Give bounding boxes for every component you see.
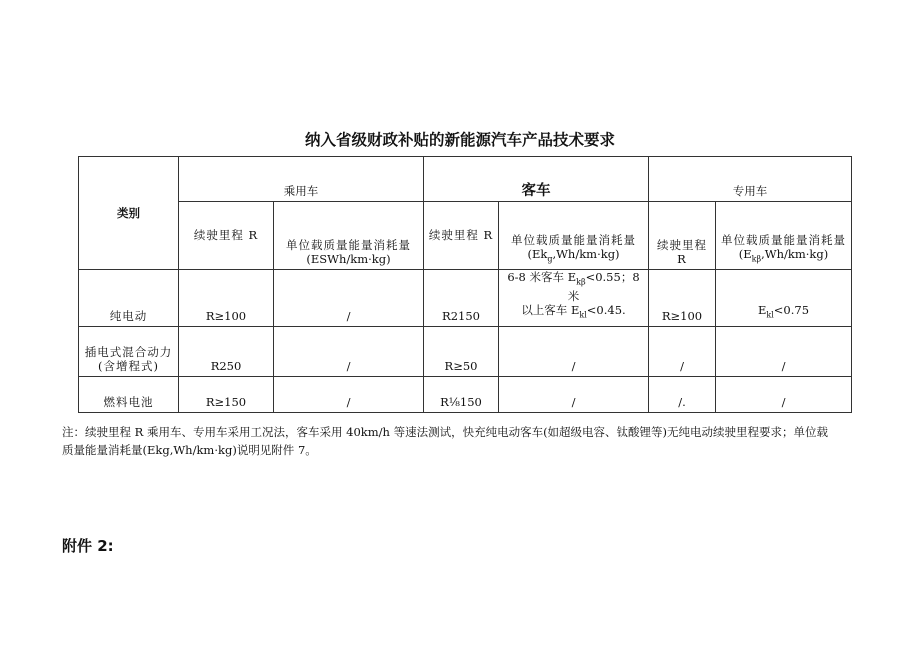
subheader-unit: (ESWh/km·kg)	[306, 252, 391, 266]
cell-subscript: kβ	[576, 277, 586, 287]
passenger-energy-cell: /	[274, 270, 424, 327]
subheader-text: 单位载质量能量消耗量	[721, 232, 846, 247]
footnote-line: 注：续驶里程 R 乘用车、专用车采用工况法，客车采用 40km/h 等速法测试，快充纯电动客车(如超级电容、钛酸锂等)无纯电动续驶里程要求；单位载	[62, 425, 829, 439]
cell-text: <0.55；8 米	[567, 270, 640, 304]
special-range-cell: /.	[649, 376, 716, 412]
passenger-range-cell: R≥150	[179, 376, 274, 412]
cell-line	[501, 303, 646, 322]
subheader-unit	[718, 247, 849, 266]
group-header-bus: 客车	[424, 157, 649, 202]
unit-part: (Ek	[527, 246, 548, 261]
row-category	[79, 326, 179, 376]
cell-text: 以上客车 E	[521, 303, 580, 318]
table-footnote	[62, 423, 854, 459]
subheader-unit	[501, 247, 646, 266]
passenger-energy-cell: /	[274, 326, 424, 376]
cell-text: E	[757, 303, 767, 318]
special-range-cell: /	[649, 326, 716, 376]
unit-part: ,Wh/km·kg)	[552, 246, 620, 261]
special-energy-cell: /	[716, 326, 852, 376]
passenger-energy-cell: /	[274, 376, 424, 412]
group-header-passenger: 乘用车	[179, 157, 424, 202]
category-header: 类别	[79, 157, 179, 270]
subheader-bus-range: 续驶里程 R	[424, 202, 499, 270]
special-energy-cell: /	[716, 376, 852, 412]
bus-range-cell: R≥50	[424, 326, 499, 376]
unit-part: (E	[738, 246, 752, 261]
table-row	[79, 326, 852, 376]
subheader-special-energy	[716, 202, 852, 270]
cell-subscript: kl	[579, 310, 587, 320]
technical-requirements-table	[78, 156, 852, 413]
cell-line	[501, 270, 646, 303]
cell-text: 插电式混合动力	[84, 344, 173, 359]
subheader-passenger-energy	[274, 202, 424, 270]
row-category: 燃料电池	[79, 376, 179, 412]
bus-range-cell: R⅛150	[424, 376, 499, 412]
passenger-range-cell: R250	[179, 326, 274, 376]
table-row	[79, 376, 852, 412]
bus-energy-cell: /	[499, 376, 649, 412]
footnote-line: 质量能量消耗量(Ekg,Wh/km·kg)说明见附件 7。	[62, 443, 317, 457]
unit-subscript: g	[547, 254, 553, 263]
special-range-cell: R≥100	[649, 270, 716, 327]
cell-subscript: kl	[766, 310, 774, 320]
subheader-passenger-range: 续驶里程 R	[179, 202, 274, 270]
unit-subscript: kβ	[751, 254, 762, 263]
special-energy-cell	[716, 270, 852, 327]
cell-text: (含增程式)	[98, 358, 159, 373]
unit-part: ,Wh/km·kg)	[761, 246, 829, 261]
table-row	[79, 270, 852, 327]
page-title: 纳入省级财政补贴的新能源汽车产品技术要求	[304, 131, 615, 149]
cell-text: <0.75	[773, 303, 810, 318]
subheader-special-range: 续驶里程 R	[649, 202, 716, 270]
cell-text: 6-8 米客车 E	[507, 270, 577, 284]
subheader-text: 单位载质量能量消耗量	[286, 238, 411, 252]
bus-energy-cell: /	[499, 326, 649, 376]
cell-text: <0.45.	[586, 303, 626, 318]
subheader-bus-energy	[499, 202, 649, 270]
table-header-row	[79, 157, 852, 202]
passenger-range-cell: R≥100	[179, 270, 274, 327]
group-header-special: 专用车	[649, 157, 852, 202]
subheader-text: 单位载质量能量消耗量	[511, 232, 636, 247]
attachment-heading: 附件 2:	[62, 537, 114, 555]
row-category: 纯电动	[79, 270, 179, 327]
bus-range-cell: R2150	[424, 270, 499, 327]
table-subheader-row	[79, 202, 852, 270]
bus-energy-cell	[499, 270, 649, 327]
